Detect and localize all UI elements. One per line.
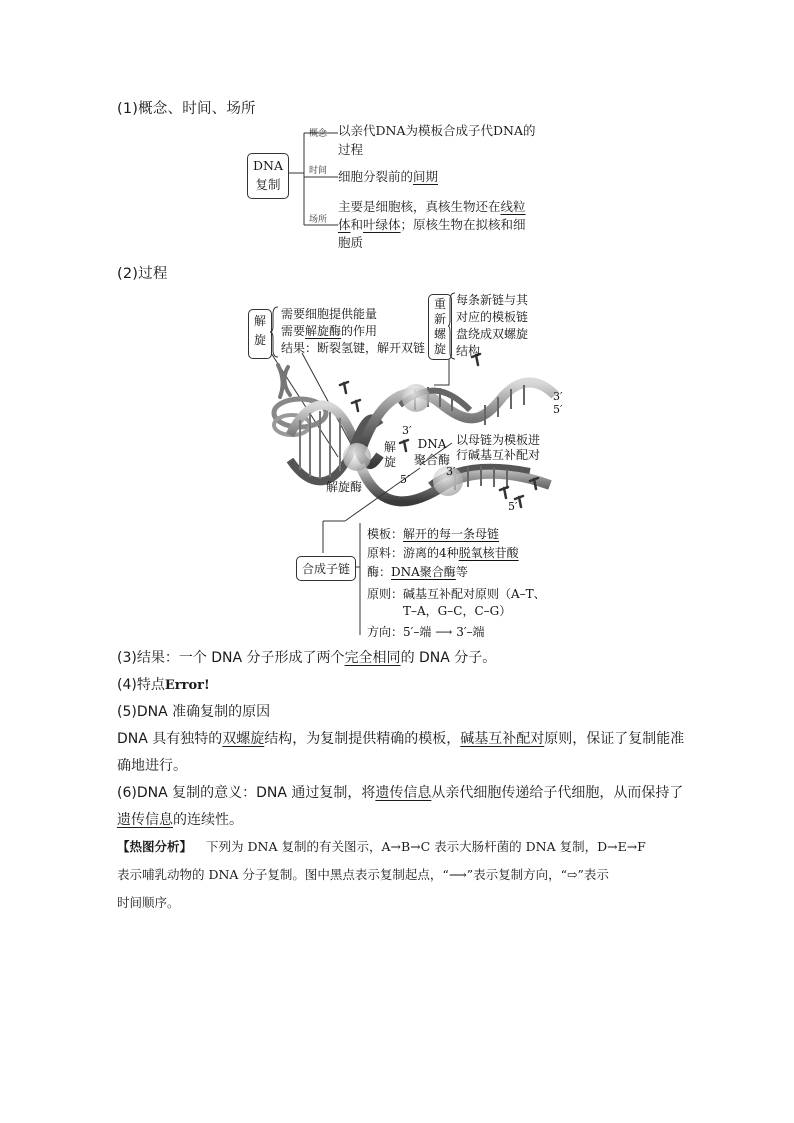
end-5-upper: 5′ [553,403,563,416]
end-3-mid: 3′ [402,424,412,437]
place-line-1: 主要是细胞核，真核生物还在线粒 [338,199,526,214]
section-5-line-1: DNA 具有独特的双螺旋结构，为复制提供精确的模板，碱基互补配对原则，保证了复制能准 [117,731,685,747]
place-line-3: 胞质 [338,235,364,250]
dna-replication-box [247,153,289,199]
synth-principle-2: T–A，G–C，C–G） [403,604,512,618]
rewind-line-4: 结构 [456,344,481,358]
section-6-line-2: 遗传信息的连续性。 [117,812,243,828]
label-place: 场所 [309,215,328,225]
pairing-line-1: 以母链为模板进 [456,433,541,447]
unwind-line-1: 需要细胞提供能量 [281,307,378,321]
helicase-label: 解旋酶 [326,480,363,494]
section-1-heading: (1)概念、时间、场所 [117,101,256,117]
box-line-1: DNA [253,158,283,173]
section-3-result: (3)结果：一个 DNA 分子形成了两个完全相同的 DNA 分子。 [117,650,497,666]
end-3-lower: 3′ [446,465,456,478]
section-6-line-1: (6)DNA 复制的意义：DNA 通过复制，将遗传信息从亲代细胞传递给子代细胞，从而保持了 [117,785,684,801]
concept-line-1: 以亲代DNA为模板合成子代DNA的 [338,123,536,138]
unwind-box: 解旋 [248,309,272,359]
rewind-box: 重新螺旋 [428,294,452,360]
unwind-small-label: 解旋 [384,440,397,469]
rewind-line-3: 盘绕成双螺旋 [456,327,529,341]
rewind-line-2: 对应的模板链 [456,310,529,324]
synth-principle-1: 原则：碱基互补配对原则（A–T、 [367,587,546,601]
section-4-features: (4)特点Error! [117,677,210,693]
synth-template: 模板：解开的每一条母链 [367,527,500,541]
time-line: 细胞分裂前的间期 [338,169,439,184]
synth-box: 合成子链 [296,556,356,581]
polymerase-label: DNA 聚合酶 [414,437,451,467]
synth-materials: 原料：游离的4种脱氧核苷酸 [367,546,519,560]
unwind-line-3: 结果：断裂氢键，解开双链 [281,341,426,355]
section-5-heading: (5)DNA 准确复制的原因 [117,704,271,720]
concept-line-2: 过程 [338,142,364,157]
hot-analysis-tag: 【热图分析】 [117,839,193,854]
rewind-brace [448,292,456,360]
hot-analysis-line-3: 时间顺序。 [117,895,180,910]
hot-analysis-line-2: 表示哺乳动物的 DNA 分子复制。图中黑点表示复制起点，“⟶”表示复制方向，“⇨”表示 [117,867,609,882]
section-2-heading: (2)过程 [117,266,168,282]
synth-enzyme: 酶：DNA聚合酶等 [367,565,468,579]
unwind-brace [270,306,280,358]
end-3-upper: 3′ [553,390,563,403]
end-5-bottom: 5′ [508,500,518,513]
hot-analysis-line-1: 【热图分析】 下列为 DNA 复制的有关图示，A→B→C 表示大肠杆菌的 DNA 复制，D→E→F [117,839,646,854]
synth-direction: 方向：5′–端 ⟶ 3′–端 [367,625,485,639]
pairing-line-2: 行碱基互补配对 [456,448,541,462]
place-line-2: 体和叶绿体；原核生物在拟核和细 [338,217,526,232]
end-5-lower: 5′ [400,473,410,486]
unwind-line-2: 需要解旋酶的作用 [281,324,378,338]
label-concept: 概念 [309,129,328,139]
section-5-line-2: 确地进行。 [117,758,187,774]
rewind-line-1: 每条新链与其 [456,293,529,307]
label-time: 时间 [309,166,328,176]
box-line-2: 复制 [255,177,281,192]
